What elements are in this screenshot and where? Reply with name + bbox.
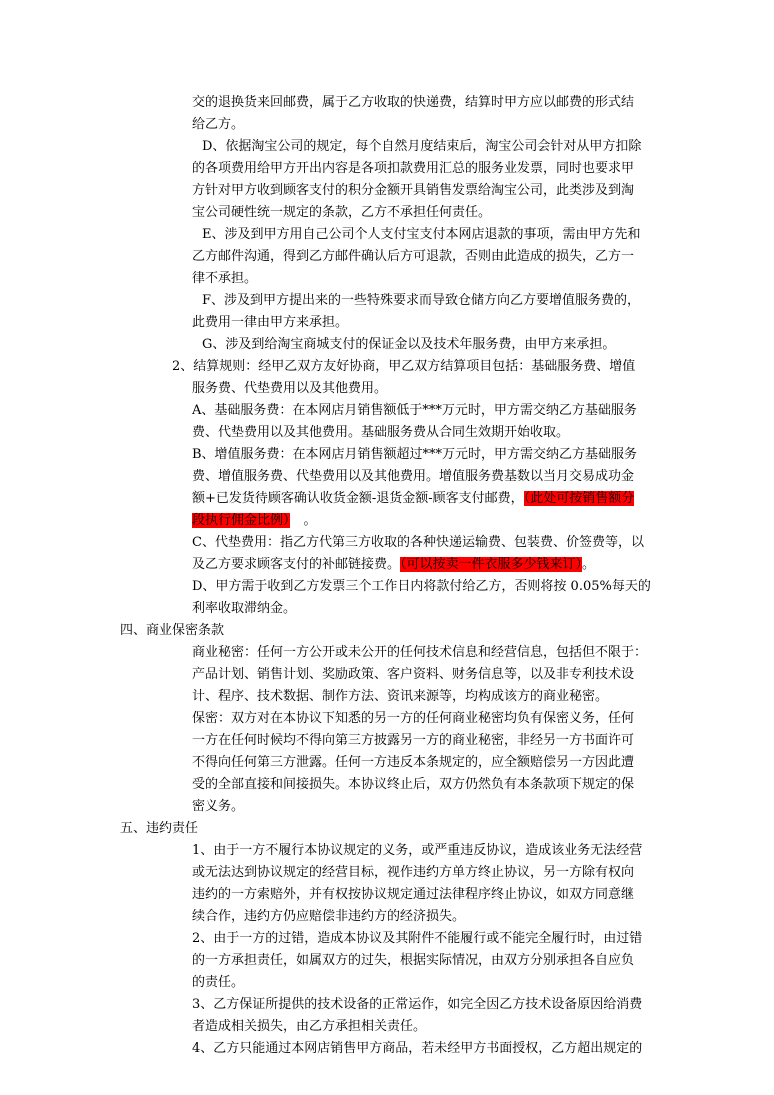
confidentiality-line: 密义务。 [192, 799, 245, 814]
section-heading-confidentiality: 四、商业保密条款 [120, 623, 225, 638]
item-d-line: D、依据淘宝公司的规定，每个自然月度结束后，淘宝公司会针对从甲方扣除 [202, 139, 642, 154]
liability-line: 1、由于一方不履行本协议规定的义务，或严重违反协议，造成该业务无法经营 [192, 843, 643, 858]
payment-term-line: D、甲方需于收到乙方发票三个工作日内将款付给乙方，否则将按 0.05%每天的 [192, 579, 651, 594]
liability-line: 违约的一方索赔外，并有权按协议规定通过法律程序终止协议，如双方同意继 [192, 887, 635, 902]
item-e-line: 乙方邮件沟通，得到乙方邮件确认后方可退款，否则由此造成的损失，乙方一 [192, 249, 635, 264]
item-f-line: F、涉及到甲方提出来的一些特殊要求而导致仓储方向乙方要增值服务费的， [202, 293, 641, 308]
liability-line: 3、乙方保证所提供的技术设备的正常运作，如完全因乙方技术设备原因给消费 [192, 997, 643, 1012]
value-added-fee-line [192, 512, 317, 530]
value-added-fee-line: B、增值服务费：在本网店月销售额超过***万元时，甲方需交纳乙方基础服务 [192, 447, 638, 462]
liability-line: 4、乙方只能通过本网店销售甲方商品，若未经甲方书面授权，乙方超出规定的 [192, 1041, 643, 1056]
payment-term-line: 利率收取滞纳金。 [192, 601, 297, 616]
period-mark: 。 [303, 513, 317, 528]
confidentiality-line: 不得向任何第三方泄露。任何一方违反本条规定的，应全额赔偿另一方因此遭 [192, 755, 635, 770]
period-mark: 。 [582, 557, 596, 572]
basic-fee-line: 费、代垫费用以及其他费用。基础服务费从合同生效期开始收取。 [192, 425, 570, 440]
item-e-line: E、涉及到甲方用自己公司个人支付宝支付本网店退款的事项，需由甲方先和 [202, 227, 641, 242]
settlement-line: 服务费、代垫费用以及其他费用。 [192, 381, 388, 396]
confidentiality-line: 一方在任何时候均不得向第三方披露另一方的商业秘密，非经另一方书面许可 [192, 733, 635, 748]
liability-line: 续合作，违约方仍应赔偿非违约方的经济损失。 [192, 909, 466, 924]
value-added-fee-line: 费、增值服务费、代垫费用以及其他费用。增值服务费基数以当月交易成功金 [192, 469, 635, 484]
advance-fee-text: 及乙方要求顾客支付的补邮链接费。 [192, 557, 401, 572]
confidentiality-line: 计、程序、技术数据、制作方法、资讯来源等，均构成该方的商业秘密。 [192, 689, 609, 704]
basic-fee-line: A、基础服务费：在本网店月销售额低于***万元时，甲方需交纳乙方基础服务 [192, 403, 637, 418]
liability-line: 或无法达到协议规定的经营目标，视作违约方单方终止协议，另一方除有权向 [192, 865, 635, 880]
liability-line: 的责任。 [192, 975, 245, 990]
confidentiality-line: 产品计划、销售计划、奖励政策、客户资料、财务信息等，以及非专利技术设 [192, 667, 635, 682]
value-added-fee-text: 额+已发货待顾客确认收货金额-退货金额-顾客支付邮费， [192, 491, 524, 506]
confidentiality-line: 保密：双方对在本协议下知悉的另一方的任何商业秘密均负有保密义务，任何 [192, 711, 635, 726]
liability-line: 的一方承担责任，如属双方的过失，根据实际情况，由双方分别承担各自应负 [192, 953, 635, 968]
paragraph-line: 给乙方。 [192, 117, 245, 132]
item-g-line: G、涉及到给淘宝商城支付的保证金以及技术年服务费，由甲方来承担。 [202, 337, 616, 352]
item-d-line: 方针对甲方收到顾客支付的积分金额开具销售发票给淘宝公司，此类涉及到淘 [192, 183, 635, 198]
settlement-heading: 2、结算规则：经甲乙双方友好协商，甲乙双方结算项目包括：基础服务费、增值 [172, 359, 636, 374]
liability-line: 者造成相关损失，由乙方承担相关责任。 [192, 1019, 427, 1034]
highlighted-note: （可以按卖一件衣服多少钱来订） [400, 557, 583, 572]
highlighted-note: 段执行佣金比例） [192, 513, 290, 528]
confidentiality-line: 商业秘密：任何一方公开或未公开的任何技术信息和经营信息，包括但不限于： [192, 645, 648, 660]
highlighted-note: （此处可按销售额分 [523, 491, 635, 506]
paragraph-line: 交的退换货来回邮费，属于乙方收取的快递费，结算时甲方应以邮费的形式结 [192, 95, 635, 110]
section-heading-liability: 五、违约责任 [120, 821, 199, 836]
item-d-line: 的各项费用给甲方开出内容是各项扣款费用汇总的服务业发票，同时也要求甲 [192, 161, 635, 176]
value-added-fee-line [192, 490, 634, 508]
confidentiality-line: 受的全部直接和间接损失。本协议终止后，双方仍然负有本条款项下规定的保 [192, 777, 635, 792]
item-d-line: 宝公司硬性统一规定的条款，乙方不承担任何责任。 [192, 205, 492, 220]
advance-fee-line [192, 556, 595, 574]
item-e-line: 律不承担。 [192, 271, 258, 286]
item-f-line: 此费用一律由甲方来承担。 [192, 315, 349, 330]
liability-line: 2、由于一方的过错，造成本协议及其附件不能履行或不能完全履行时，由过错 [192, 931, 643, 946]
advance-fee-line: C、代垫费用：指乙方代第三方收取的各种快递运输费、包装费、价签费等，以 [192, 535, 644, 550]
